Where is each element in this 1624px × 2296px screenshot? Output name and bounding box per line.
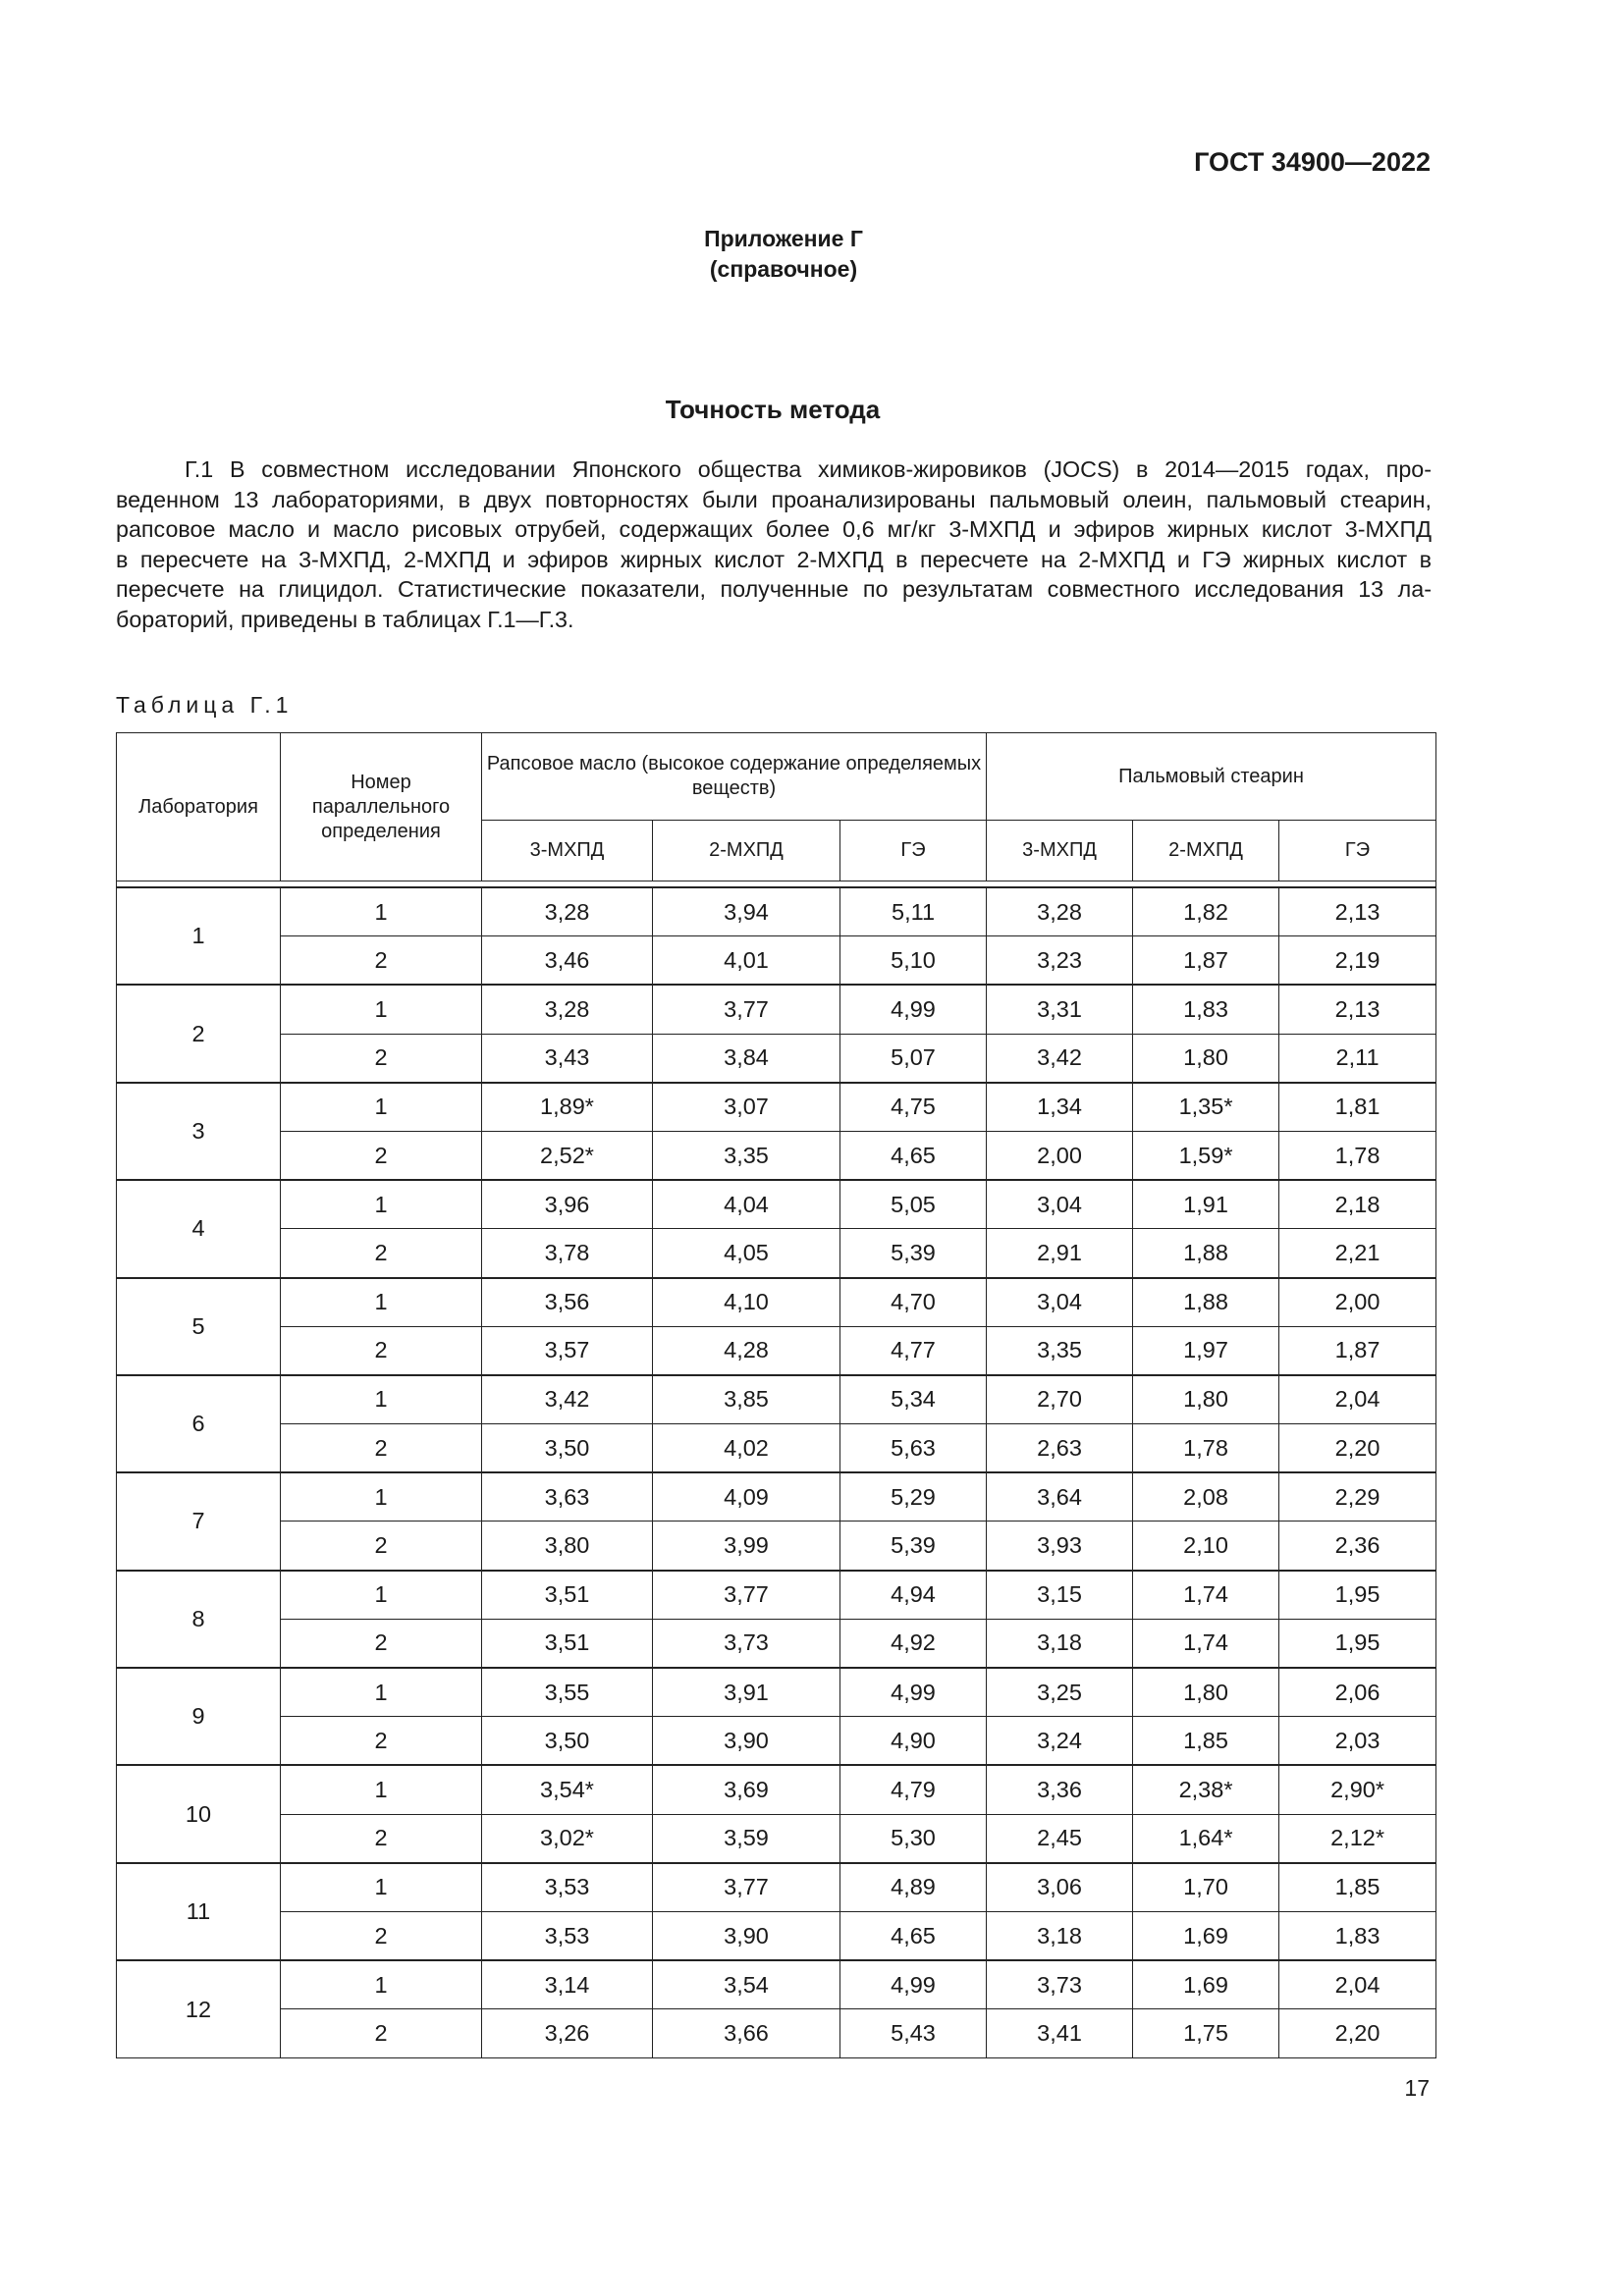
paragraph-line: пересчете на глицидол. Статистические показатели, полученные по результатам совместного исследования 13 ла- — [116, 576, 1432, 602]
value-cell: 1,80 — [1133, 1034, 1279, 1083]
table-row — [117, 1911, 1436, 1960]
value-cell: 3,57 — [482, 1326, 653, 1375]
value-cell: 3,50 — [482, 1424, 653, 1473]
lab-cell: 11 — [117, 1863, 281, 1960]
value-cell: 3,28 — [482, 887, 653, 936]
value-cell: 3,42 — [987, 1034, 1133, 1083]
header-lab: Лаборатория — [117, 733, 281, 881]
value-cell: 2,91 — [987, 1229, 1133, 1278]
value-cell: 3,35 — [987, 1326, 1133, 1375]
replicate-cell: 1 — [281, 1180, 482, 1229]
value-cell: 2,10 — [1133, 1522, 1279, 1571]
results-table — [116, 732, 1436, 2058]
table-row — [117, 1571, 1436, 1620]
header-sub-3-mcpd: 3-МХПД — [987, 821, 1133, 881]
replicate-cell: 2 — [281, 2009, 482, 2058]
value-cell: 2,38* — [1133, 1765, 1279, 1814]
value-cell: 3,51 — [482, 1571, 653, 1620]
value-cell: 3,51 — [482, 1619, 653, 1668]
value-cell: 2,19 — [1279, 936, 1436, 986]
value-cell: 3,56 — [482, 1278, 653, 1327]
lab-cell: 7 — [117, 1472, 281, 1570]
value-cell: 3,77 — [653, 1863, 840, 1912]
value-cell: 5,34 — [840, 1375, 987, 1424]
value-cell: 2,18 — [1279, 1180, 1436, 1229]
value-cell: 5,39 — [840, 1229, 987, 1278]
lab-cell: 4 — [117, 1180, 281, 1277]
value-cell: 1,81 — [1279, 1083, 1436, 1132]
value-cell: 2,36 — [1279, 1522, 1436, 1571]
value-cell: 1,91 — [1133, 1180, 1279, 1229]
value-cell: 4,89 — [840, 1863, 987, 1912]
value-cell: 3,02* — [482, 1814, 653, 1863]
value-cell: 1,95 — [1279, 1571, 1436, 1620]
value-cell: 3,04 — [987, 1278, 1133, 1327]
value-cell: 2,13 — [1279, 985, 1436, 1034]
table-row — [117, 1229, 1436, 1278]
value-cell: 3,73 — [653, 1619, 840, 1668]
value-cell: 4,99 — [840, 1668, 987, 1717]
value-cell: 1,83 — [1279, 1911, 1436, 1960]
value-cell: 2,63 — [987, 1424, 1133, 1473]
table-row — [117, 887, 1436, 936]
value-cell: 3,26 — [482, 2009, 653, 2058]
value-cell: 2,00 — [987, 1131, 1133, 1180]
replicate-cell: 2 — [281, 1229, 482, 1278]
replicate-cell: 2 — [281, 1717, 482, 1766]
table-row — [117, 1472, 1436, 1522]
header-palm-stearin: Пальмовый стеарин — [987, 733, 1436, 821]
table-row — [117, 1863, 1436, 1912]
table-row — [117, 1083, 1436, 1132]
value-cell: 1,69 — [1133, 1911, 1279, 1960]
value-cell: 3,78 — [482, 1229, 653, 1278]
replicate-cell: 1 — [281, 1960, 482, 2009]
value-cell: 3,93 — [987, 1522, 1133, 1571]
value-cell: 1,74 — [1133, 1571, 1279, 1620]
value-cell: 2,12* — [1279, 1814, 1436, 1863]
table-body — [117, 881, 1436, 2058]
value-cell: 2,29 — [1279, 1472, 1436, 1522]
value-cell: 4,02 — [653, 1424, 840, 1473]
value-cell: 3,66 — [653, 2009, 840, 2058]
appendix-subtitle: (справочное) — [709, 256, 858, 282]
lab-cell: 6 — [117, 1375, 281, 1472]
value-cell: 4,94 — [840, 1571, 987, 1620]
value-cell: 1,87 — [1133, 936, 1279, 986]
lab-cell: 10 — [117, 1765, 281, 1862]
lab-cell: 1 — [117, 887, 281, 985]
replicate-cell: 1 — [281, 1472, 482, 1522]
value-cell: 1,88 — [1133, 1278, 1279, 1327]
value-cell: 4,90 — [840, 1717, 987, 1766]
value-cell: 1,89* — [482, 1083, 653, 1132]
table-caption: Таблица Г.1 — [116, 692, 294, 718]
paragraph-line: рапсовое масло и масло рисовых отрубей, содержащих более 0,6 мг/кг 3-МХПД и эфиров жирных кислот 3-МХПД — [116, 516, 1432, 542]
value-cell: 3,42 — [482, 1375, 653, 1424]
table-row — [117, 1326, 1436, 1375]
replicate-cell: 2 — [281, 936, 482, 986]
value-cell: 3,23 — [987, 936, 1133, 986]
value-cell: 3,53 — [482, 1911, 653, 1960]
table-row — [117, 1522, 1436, 1571]
value-cell: 3,84 — [653, 1034, 840, 1083]
value-cell: 1,64* — [1133, 1814, 1279, 1863]
header-sub-2-mcpd: 2-МХПД — [653, 821, 840, 881]
value-cell: 3,31 — [987, 985, 1133, 1034]
value-cell: 3,90 — [653, 1911, 840, 1960]
value-cell: 3,15 — [987, 1571, 1133, 1620]
table-row — [117, 985, 1436, 1034]
replicate-cell: 1 — [281, 1863, 482, 1912]
table-row — [117, 1814, 1436, 1863]
value-cell: 2,20 — [1279, 1424, 1436, 1473]
replicate-cell: 1 — [281, 1278, 482, 1327]
value-cell: 2,45 — [987, 1814, 1133, 1863]
replicate-cell: 1 — [281, 985, 482, 1034]
value-cell: 4,65 — [840, 1911, 987, 1960]
value-cell: 3,41 — [987, 2009, 1133, 2058]
value-cell: 3,54 — [653, 1960, 840, 2009]
value-cell: 3,18 — [987, 1911, 1133, 1960]
value-cell: 3,63 — [482, 1472, 653, 1522]
value-cell: 4,65 — [840, 1131, 987, 1180]
value-cell: 4,05 — [653, 1229, 840, 1278]
value-cell: 1,87 — [1279, 1326, 1436, 1375]
value-cell: 2,11 — [1279, 1034, 1436, 1083]
value-cell: 3,18 — [987, 1619, 1133, 1668]
lab-cell: 12 — [117, 1960, 281, 2057]
document-code: ГОСТ 34900—2022 — [1194, 147, 1431, 177]
value-cell: 2,00 — [1279, 1278, 1436, 1327]
value-cell: 1,34 — [987, 1083, 1133, 1132]
value-cell: 4,99 — [840, 1960, 987, 2009]
value-cell: 3,50 — [482, 1717, 653, 1766]
value-cell: 1,85 — [1133, 1717, 1279, 1766]
value-cell: 3,69 — [653, 1765, 840, 1814]
value-cell: 1,83 — [1133, 985, 1279, 1034]
value-cell: 4,01 — [653, 936, 840, 986]
table-row — [117, 1960, 1436, 2009]
table-row — [117, 1375, 1436, 1424]
header-sub-ge: ГЭ — [1279, 821, 1436, 881]
value-cell: 3,94 — [653, 887, 840, 936]
appendix-title: Приложение Г — [704, 226, 863, 251]
replicate-cell: 2 — [281, 1814, 482, 1863]
value-cell: 5,63 — [840, 1424, 987, 1473]
value-cell: 3,14 — [482, 1960, 653, 2009]
value-cell: 4,79 — [840, 1765, 987, 1814]
lab-cell: 3 — [117, 1083, 281, 1180]
value-cell: 2,03 — [1279, 1717, 1436, 1766]
value-cell: 3,59 — [653, 1814, 840, 1863]
lab-cell: 5 — [117, 1278, 281, 1375]
value-cell: 3,06 — [987, 1863, 1133, 1912]
header-sub-3-mcpd: 3-МХПД — [482, 821, 653, 881]
value-cell: 2,90* — [1279, 1765, 1436, 1814]
value-cell: 3,53 — [482, 1863, 653, 1912]
replicate-cell: 1 — [281, 887, 482, 936]
value-cell: 4,09 — [653, 1472, 840, 1522]
header-sub-ge: ГЭ — [840, 821, 987, 881]
value-cell: 1,59* — [1133, 1131, 1279, 1180]
value-cell: 3,28 — [482, 985, 653, 1034]
table-row — [117, 1765, 1436, 1814]
value-cell: 2,04 — [1279, 1960, 1436, 2009]
value-cell: 5,10 — [840, 936, 987, 986]
intro-paragraph — [116, 454, 1432, 634]
table-row — [117, 936, 1436, 986]
value-cell: 4,10 — [653, 1278, 840, 1327]
replicate-cell: 2 — [281, 1522, 482, 1571]
table-row — [117, 1668, 1436, 1717]
page-number: 17 — [1404, 2075, 1430, 2101]
value-cell: 1,85 — [1279, 1863, 1436, 1912]
replicate-cell: 2 — [281, 1131, 482, 1180]
value-cell: 4,92 — [840, 1619, 987, 1668]
replicate-cell: 2 — [281, 1424, 482, 1473]
value-cell: 2,04 — [1279, 1375, 1436, 1424]
value-cell: 3,28 — [987, 887, 1133, 936]
value-cell: 3,73 — [987, 1960, 1133, 2009]
paragraph-line: Г.1 В совместном исследовании Японского общества химиков-жировиков (JOCS) в 2014—2015 годах, про- — [185, 456, 1432, 482]
value-cell: 1,82 — [1133, 887, 1279, 936]
value-cell: 1,97 — [1133, 1326, 1279, 1375]
value-cell: 1,80 — [1133, 1375, 1279, 1424]
replicate-cell: 1 — [281, 1083, 482, 1132]
value-cell: 5,07 — [840, 1034, 987, 1083]
value-cell: 3,25 — [987, 1668, 1133, 1717]
value-cell: 3,77 — [653, 1571, 840, 1620]
value-cell: 1,75 — [1133, 2009, 1279, 2058]
value-cell: 2,13 — [1279, 887, 1436, 936]
table-row — [117, 1278, 1436, 1327]
lab-cell: 2 — [117, 985, 281, 1082]
lab-cell: 9 — [117, 1668, 281, 1765]
value-cell: 3,43 — [482, 1034, 653, 1083]
replicate-cell: 1 — [281, 1765, 482, 1814]
value-cell: 3,96 — [482, 1180, 653, 1229]
value-cell: 3,36 — [987, 1765, 1133, 1814]
value-cell: 4,99 — [840, 985, 987, 1034]
replicate-cell: 1 — [281, 1375, 482, 1424]
table-row — [117, 1034, 1436, 1083]
value-cell: 3,35 — [653, 1131, 840, 1180]
table-row — [117, 1619, 1436, 1668]
value-cell: 3,04 — [987, 1180, 1133, 1229]
replicate-cell: 1 — [281, 1571, 482, 1620]
value-cell: 3,90 — [653, 1717, 840, 1766]
section-title: Точность метода — [665, 395, 881, 424]
value-cell: 3,54* — [482, 1765, 653, 1814]
value-cell: 3,91 — [653, 1668, 840, 1717]
value-cell: 1,88 — [1133, 1229, 1279, 1278]
value-cell: 4,75 — [840, 1083, 987, 1132]
value-cell: 4,04 — [653, 1180, 840, 1229]
table-row — [117, 1424, 1436, 1473]
value-cell: 5,11 — [840, 887, 987, 936]
table-row — [117, 1180, 1436, 1229]
value-cell: 2,06 — [1279, 1668, 1436, 1717]
lab-cell: 8 — [117, 1571, 281, 1668]
value-cell: 5,30 — [840, 1814, 987, 1863]
paragraph-line: в пересчете на 3-МХПД, 2-МХПД и эфиров жирных кислот 2-МХПД в пересчете на 2-МХПД и ГЭ жирных кислот в — [116, 546, 1432, 572]
value-cell: 4,77 — [840, 1326, 987, 1375]
replicate-cell: 2 — [281, 1619, 482, 1668]
value-cell: 2,21 — [1279, 1229, 1436, 1278]
value-cell: 3,46 — [482, 936, 653, 986]
value-cell: 4,28 — [653, 1326, 840, 1375]
value-cell: 2,20 — [1279, 2009, 1436, 2058]
replicate-cell: 1 — [281, 1668, 482, 1717]
value-cell: 5,29 — [840, 1472, 987, 1522]
paragraph-line: бораторий, приведены в таблицах Г.1—Г.3. — [116, 606, 574, 632]
value-cell: 1,80 — [1133, 1668, 1279, 1717]
value-cell: 2,52* — [482, 1131, 653, 1180]
value-cell: 3,80 — [482, 1522, 653, 1571]
value-cell: 5,39 — [840, 1522, 987, 1571]
table-row — [117, 2009, 1436, 2058]
header-rapeseed-oil: Рапсовое масло (высокое содержание определяемых веществ) — [482, 733, 987, 821]
value-cell: 1,78 — [1133, 1424, 1279, 1473]
table-row — [117, 1717, 1436, 1766]
value-cell: 1,69 — [1133, 1960, 1279, 2009]
header-sub-2-mcpd: 2-МХПД — [1133, 821, 1279, 881]
value-cell: 1,35* — [1133, 1083, 1279, 1132]
paragraph-line: веденном 13 лабораториями, в двух повторностях были проанализированы пальмовый олеин, пальмовый стеарин, — [116, 486, 1432, 512]
value-cell: 1,95 — [1279, 1619, 1436, 1668]
value-cell: 5,05 — [840, 1180, 987, 1229]
value-cell: 1,70 — [1133, 1863, 1279, 1912]
value-cell: 2,70 — [987, 1375, 1133, 1424]
value-cell: 3,07 — [653, 1083, 840, 1132]
value-cell: 3,24 — [987, 1717, 1133, 1766]
header-replicate: Номер параллельного определения — [281, 733, 482, 881]
value-cell: 1,74 — [1133, 1619, 1279, 1668]
replicate-cell: 2 — [281, 1034, 482, 1083]
value-cell: 3,85 — [653, 1375, 840, 1424]
value-cell: 2,08 — [1133, 1472, 1279, 1522]
value-cell: 3,99 — [653, 1522, 840, 1571]
value-cell: 3,55 — [482, 1668, 653, 1717]
value-cell: 5,43 — [840, 2009, 987, 2058]
value-cell: 1,78 — [1279, 1131, 1436, 1180]
replicate-cell: 2 — [281, 1911, 482, 1960]
value-cell: 4,70 — [840, 1278, 987, 1327]
value-cell: 3,64 — [987, 1472, 1133, 1522]
table-row — [117, 1131, 1436, 1180]
value-cell: 3,77 — [653, 985, 840, 1034]
replicate-cell: 2 — [281, 1326, 482, 1375]
